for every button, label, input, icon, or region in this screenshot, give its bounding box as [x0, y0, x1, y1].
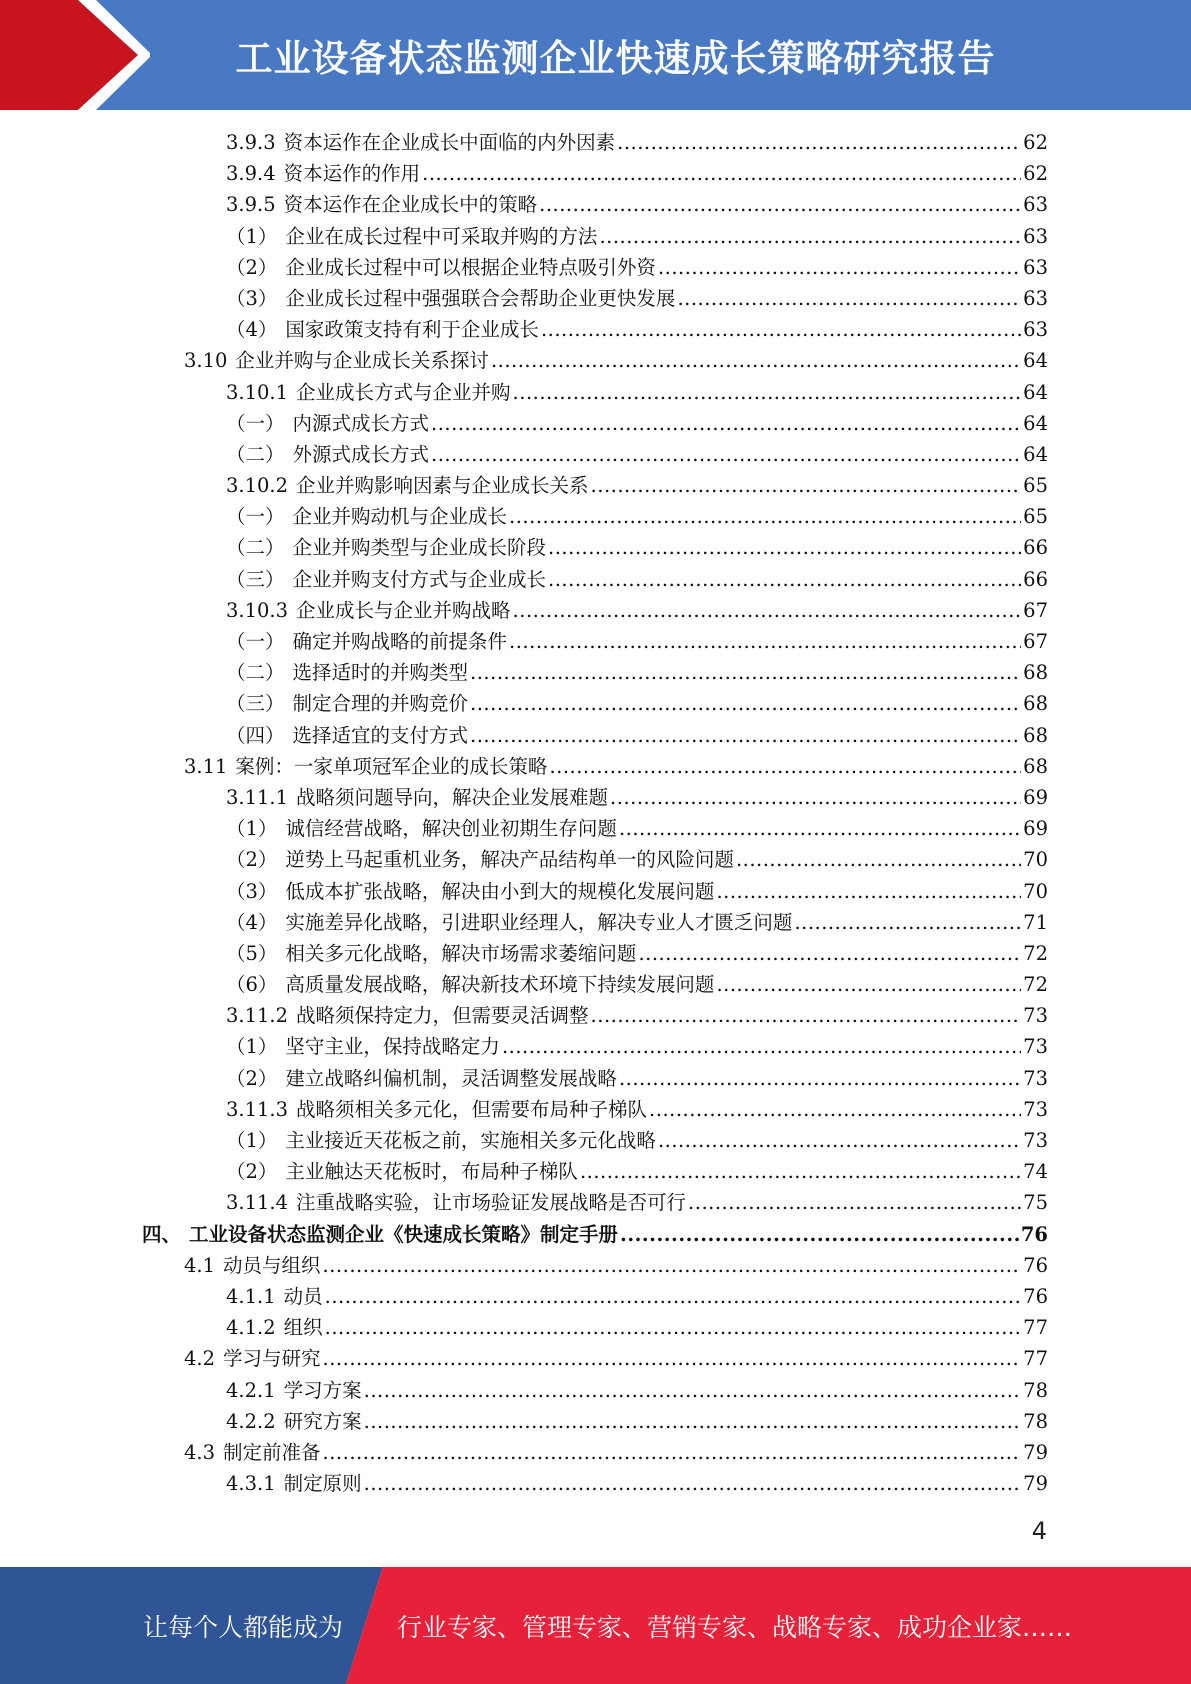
toc-dot-leader [580, 1156, 1021, 1187]
header-title: 工业设备状态监测企业快速成长策略研究报告 [235, 37, 996, 80]
toc-entry[interactable] [142, 626, 1048, 657]
toc-dot-leader [323, 1437, 1022, 1468]
toc-dot-leader [364, 1406, 1022, 1437]
toc-entry-title: 企业并购类型与企业成长阶段 [292, 536, 547, 560]
toc-entry[interactable] [142, 1281, 1048, 1312]
toc-entry-title: 实施差异化战略，引进职业经理人，解决专业人才匮乏问题 [285, 910, 793, 934]
toc-dot-leader [548, 564, 1021, 595]
toc-entry-page: 66 [1023, 567, 1048, 591]
toc-entry-title: 企业并购影响因素与企业成长关系 [296, 474, 589, 498]
toc-entry-title: 企业成长与企业并购战略 [296, 598, 511, 622]
page-number: 4 [1031, 1517, 1047, 1545]
toc-entry-page: 73 [1023, 1097, 1048, 1121]
toc-dot-leader [470, 720, 1021, 751]
toc-entry-number: 4.1.1 [226, 1284, 276, 1308]
toc-dot-leader [509, 501, 1021, 532]
toc-entry-title: 企业成长过程中可以根据企业特点吸引外资 [285, 255, 656, 279]
toc-entry-number: （一） [226, 505, 285, 529]
toc-entry-title: 确定并购战略的前提条件 [292, 630, 508, 653]
toc-entry-title: 国家政策支持有利于企业成长 [285, 318, 539, 342]
toc-entry-page: 73 [1023, 1129, 1048, 1152]
toc-entry-number: （一） [226, 411, 285, 435]
toc-entry-page: 77 [1023, 1316, 1048, 1340]
toc-entry-title: 组织 [283, 1316, 323, 1340]
toc-dot-leader [736, 844, 1021, 875]
toc-entry-page: 64 [1023, 411, 1048, 435]
toc-entry-number: （1） [226, 224, 278, 248]
toc-entry-number: 4.3.1 [226, 1472, 276, 1496]
toc-dot-leader [619, 813, 1021, 844]
toc-entry[interactable] [142, 314, 1048, 345]
page-header [0, 0, 1191, 110]
toc-entry-page: 69 [1023, 785, 1048, 809]
toc-entry-page: 63 [1023, 255, 1048, 279]
toc-entry-number: （四） [226, 723, 285, 747]
toc-entry[interactable] [142, 938, 1048, 969]
toc-entry-title: 资本运作的作用 [283, 162, 421, 186]
toc-entry[interactable] [142, 1125, 1048, 1156]
toc-entry-page: 69 [1023, 817, 1048, 841]
toc-entry-number: 3.10.2 [226, 474, 289, 498]
toc-entry-number: 3.9.5 [226, 193, 276, 217]
toc-entry-title: 主业接近天花板之前，实施相关多元化战略 [285, 1129, 656, 1152]
toc-entry-page: 62 [1023, 162, 1048, 186]
toc-entry-title: 制定合理的并购竞价 [292, 692, 469, 716]
toc-dot-leader [658, 252, 1021, 283]
toc-entry-page: 75 [1023, 1191, 1048, 1215]
toc-entry-number: 3.9.4 [226, 162, 276, 186]
toc-entry-title: 动员 [283, 1284, 323, 1308]
toc-entry-title: 战略须相关多元化，但需要布局种子梯队 [296, 1097, 648, 1121]
toc-entry-number: 3.10.3 [226, 598, 289, 622]
toc-dot-leader [539, 189, 1021, 220]
toc-dot-leader [649, 1094, 1021, 1125]
toc-entry-title: 资本运作在企业成长中的策略 [283, 193, 538, 217]
toc-dot-leader [548, 532, 1021, 563]
toc-dot-leader [364, 1468, 1022, 1499]
toc-entry-page: 63 [1023, 193, 1048, 217]
toc-entry-page: 74 [1023, 1160, 1048, 1184]
toc-entry-number: （6） [226, 973, 278, 997]
toc-entry-number: 4.2.2 [226, 1409, 276, 1433]
toc-entry-page: 64 [1023, 349, 1048, 373]
toc-dot-leader [502, 1031, 1021, 1062]
toc-entry-page: 63 [1023, 224, 1048, 248]
toc-dot-leader [470, 688, 1021, 719]
toc-entry-number: 3.11.3 [226, 1097, 289, 1121]
toc-entry-title: 案例：一家单项冠军企业的成长策略 [235, 754, 548, 778]
toc-entry-number: （二） [226, 442, 285, 466]
toc-entry-page: 62 [1023, 131, 1048, 154]
toc-entry-title: 企业并购动机与企业成长 [292, 505, 508, 529]
toc-entry[interactable] [142, 907, 1048, 938]
toc-entry-page: 68 [1023, 754, 1048, 778]
toc-entry[interactable] [142, 470, 1048, 501]
toc-entry[interactable] [142, 1406, 1048, 1437]
toc-entry-page: 65 [1023, 505, 1048, 529]
toc-dot-leader [599, 221, 1021, 252]
toc-entry-page: 78 [1023, 1409, 1048, 1433]
toc-entry-number: 3.11 [184, 754, 228, 778]
toc-dot-leader [323, 1343, 1022, 1374]
toc-entry-page: 73 [1023, 1066, 1048, 1090]
toc-entry[interactable] [142, 1437, 1048, 1468]
toc-entry[interactable] [142, 127, 1048, 158]
toc-entry-title: 资本运作在企业成长中面临的内外因素 [283, 131, 616, 154]
toc-entry[interactable] [142, 688, 1048, 719]
toc-entry[interactable] [142, 1312, 1048, 1343]
toc-entry-page: 64 [1023, 380, 1048, 404]
toc-entry-page: 63 [1023, 286, 1048, 310]
toc-entry-page: 72 [1023, 973, 1048, 997]
toc-dot-leader [716, 876, 1021, 907]
toc-dot-leader [513, 377, 1022, 408]
toc-entry-page: 79 [1023, 1440, 1048, 1464]
toc-entry-page: 79 [1023, 1472, 1048, 1496]
toc-entry-page: 77 [1023, 1347, 1048, 1371]
toc-entry-title: 选择适时的并购类型 [292, 661, 469, 685]
toc-dot-leader [658, 1125, 1021, 1156]
toc-entry-page: 71 [1023, 910, 1048, 934]
toc-entry-page: 64 [1023, 442, 1048, 466]
toc-entry[interactable] [142, 408, 1048, 439]
toc-entry-number: （1） [226, 817, 278, 841]
toc-entry[interactable] [142, 1000, 1048, 1031]
toc-entry-title: 注重战略实验，让市场验证发展战略是否可行 [296, 1191, 687, 1215]
toc-entry-title: 学习方案 [283, 1378, 362, 1402]
toc-entry-title: 战略须问题导向，解决企业发展难题 [296, 785, 609, 809]
toc-entry[interactable] [142, 1156, 1048, 1187]
toc-entry-number: （三） [226, 692, 285, 716]
toc-entry-page: 68 [1023, 661, 1048, 685]
toc-entry[interactable] [142, 564, 1048, 595]
toc-entry[interactable] [142, 1343, 1048, 1374]
toc-entry-title: 坚守主业，保持战略定力 [285, 1035, 500, 1059]
toc-dot-leader [431, 439, 1021, 470]
toc-entry-number: 3.10 [184, 349, 228, 373]
toc-entry[interactable] [142, 876, 1048, 907]
toc-entry-number: 3.9.3 [226, 131, 276, 154]
toc-entry-number: （3） [226, 286, 278, 310]
toc-entry[interactable] [142, 751, 1048, 782]
toc-entry-page: 65 [1023, 474, 1048, 498]
toc-entry-title: 企业成长方式与企业并购 [296, 380, 511, 404]
toc-entry[interactable] [142, 1468, 1048, 1499]
toc-entry-page: 66 [1023, 536, 1048, 560]
toc-dot-leader [619, 1063, 1021, 1094]
toc-entry-page: 73 [1023, 1035, 1048, 1059]
toc-entry-title: 高质量发展战略，解决新技术环境下持续发展问题 [285, 973, 715, 997]
toc-dot-leader [610, 782, 1021, 813]
toc-entry-title: 研究方案 [283, 1409, 362, 1433]
toc-entry-number: （三） [226, 567, 285, 591]
toc-entry[interactable] [142, 782, 1048, 813]
toc-entry-title: 外源式成长方式 [292, 442, 430, 466]
toc-entry-number: 4.1 [184, 1253, 216, 1277]
toc-entry[interactable] [142, 1094, 1048, 1125]
toc-entry-title: 动员与组织 [223, 1253, 321, 1277]
toc-entry-title: 战略须保持定力，但需要灵活调整 [296, 1004, 589, 1028]
toc-entry[interactable] [142, 377, 1048, 408]
toc-entry-number: 3.11.1 [226, 785, 289, 809]
toc-entry-number: 4.3 [184, 1440, 216, 1464]
toc-dot-leader [325, 1312, 1022, 1343]
toc-entry[interactable] [142, 439, 1048, 470]
toc-entry-title: 建立战略纠偏机制，灵活调整发展战略 [285, 1066, 617, 1090]
toc-entry-number: 4.1.2 [226, 1316, 276, 1340]
toc-entry-page: 73 [1023, 1004, 1048, 1028]
toc-entry-title: 选择适宜的支付方式 [292, 723, 469, 747]
toc-dot-leader [422, 158, 1021, 189]
toc-entry[interactable] [142, 1219, 1048, 1250]
toc-entry[interactable] [142, 595, 1048, 626]
toc-entry-title: 主业触达天花板时，布局种子梯队 [285, 1160, 578, 1184]
toc-dot-leader [688, 1187, 1021, 1218]
toc-dot-leader [591, 470, 1022, 501]
toc-entry-page: 70 [1023, 879, 1048, 903]
toc-entry[interactable] [142, 720, 1048, 751]
toc-entry[interactable] [142, 969, 1048, 1000]
toc-entry[interactable] [142, 1063, 1048, 1094]
toc-entry-number: （1） [226, 1129, 278, 1152]
toc-entry-title: 诚信经营战略，解决创业初期生存问题 [285, 817, 617, 841]
toc-entry-title: 制定原则 [283, 1472, 362, 1496]
toc-entry-number: 4.2.1 [226, 1378, 276, 1402]
toc-entry[interactable] [142, 657, 1048, 688]
toc-entry-number: （4） [226, 910, 278, 934]
toc-dot-leader [431, 408, 1021, 439]
toc-entry-page: 78 [1023, 1378, 1048, 1402]
toc-entry[interactable] [142, 844, 1048, 875]
toc-entry-number: （2） [226, 255, 278, 279]
toc-dot-leader [323, 1250, 1022, 1281]
toc-entry[interactable] [142, 813, 1048, 844]
toc-entry[interactable] [142, 189, 1048, 220]
toc-entry-title: 学习与研究 [223, 1347, 321, 1371]
toc-entry-number: （2） [226, 1160, 278, 1184]
toc-entry-title: 制定前准备 [223, 1440, 321, 1464]
toc-dot-leader [364, 1375, 1022, 1406]
header-arrow-graphic [0, 0, 150, 110]
toc-entry-number: 4.2 [184, 1347, 216, 1371]
toc-entry-page: 67 [1023, 598, 1048, 622]
toc-entry-number: （1） [226, 1035, 278, 1059]
table-of-contents [142, 127, 1048, 1499]
toc-dot-leader [509, 626, 1021, 657]
toc-entry-title: 逆势上马起重机业务，解决产品结构单一的风险问题 [285, 848, 734, 872]
toc-entry-title: 企业并购支付方式与企业成长 [292, 567, 547, 591]
toc-entry-page: 72 [1023, 941, 1048, 965]
toc-dot-leader [677, 283, 1021, 314]
toc-entry[interactable] [142, 1250, 1048, 1281]
toc-dot-leader [549, 751, 1021, 782]
toc-entry-number: 3.11.2 [226, 1004, 289, 1028]
footer-slogan-left: 让每个人都能成为 [143, 1613, 344, 1642]
toc-entry-number: （二） [226, 661, 285, 685]
footer-slogan-right: 行业专家、管理专家、营销专家、战略专家、成功企业家…… [397, 1613, 1073, 1642]
toc-dot-leader [470, 657, 1021, 688]
toc-entry-title: 企业成长过程中强强联合会帮助企业更快发展 [285, 286, 676, 310]
toc-entry-number: （4） [226, 318, 278, 342]
toc-dot-leader [513, 595, 1022, 626]
toc-entry-page: 67 [1023, 630, 1048, 653]
toc-dot-leader [541, 314, 1021, 345]
toc-dot-leader [620, 1219, 1019, 1250]
toc-entry[interactable] [142, 1187, 1048, 1218]
toc-dot-leader [638, 938, 1021, 969]
toc-entry[interactable] [142, 221, 1048, 252]
toc-entry[interactable] [142, 345, 1048, 376]
toc-entry-number: （3） [226, 879, 278, 903]
toc-entry-number: （2） [226, 848, 278, 872]
toc-entry-page: 68 [1023, 692, 1048, 716]
toc-entry-page: 76 [1020, 1222, 1048, 1246]
toc-dot-leader [794, 907, 1021, 938]
toc-entry-number: （二） [226, 536, 285, 560]
toc-dot-leader [716, 969, 1021, 1000]
toc-entry-title: 低成本扩张战略，解决由小到大的规模化发展问题 [285, 879, 715, 903]
toc-entry[interactable] [142, 501, 1048, 532]
toc-entry[interactable] [142, 1375, 1048, 1406]
toc-dot-leader [325, 1281, 1022, 1312]
toc-entry-page: 70 [1023, 848, 1048, 872]
toc-entry-title: 内源式成长方式 [292, 411, 430, 435]
toc-entry[interactable] [142, 283, 1048, 314]
toc-entry[interactable] [142, 1031, 1048, 1062]
toc-entry[interactable] [142, 158, 1048, 189]
toc-entry-title: 企业并购与企业成长关系探讨 [235, 349, 489, 373]
toc-entry-title: 企业在成长过程中可采取并购的方法 [285, 224, 598, 248]
toc-entry-page: 63 [1023, 318, 1048, 342]
toc-entry-number: （一） [226, 630, 285, 653]
toc-entry-title: 相关多元化战略，解决市场需求萎缩问题 [285, 941, 637, 965]
toc-dot-leader [617, 127, 1021, 158]
toc-entry-number: 四、 [142, 1222, 182, 1246]
toc-entry-number: 3.11.4 [226, 1191, 289, 1215]
toc-dot-leader [491, 345, 1021, 376]
toc-entry-number: 3.10.1 [226, 380, 289, 404]
toc-entry[interactable] [142, 532, 1048, 563]
toc-entry-number: （5） [226, 941, 278, 965]
toc-entry-page: 76 [1023, 1253, 1048, 1277]
toc-entry[interactable] [142, 252, 1048, 283]
toc-entry-page: 68 [1023, 723, 1048, 747]
toc-entry-number: （2） [226, 1066, 278, 1090]
toc-dot-leader [591, 1000, 1022, 1031]
toc-entry-page: 76 [1023, 1284, 1048, 1308]
toc-entry-title: 工业设备状态监测企业《快速成长策略》制定手册 [189, 1222, 619, 1246]
